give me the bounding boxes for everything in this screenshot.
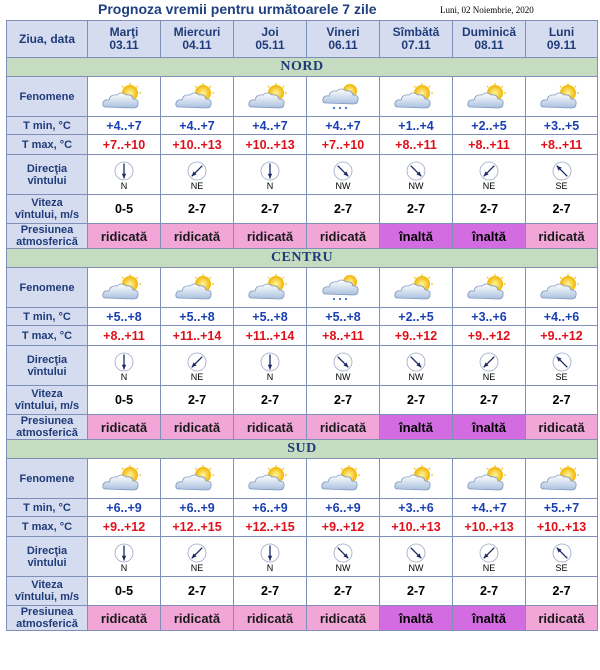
sun-cloud-icon — [307, 459, 380, 499]
wind-speed-value: 2-7 — [307, 577, 380, 606]
wind-dir-label-line1: Direcţia — [26, 544, 68, 557]
wind-speed-label-line1: Viteza — [31, 197, 63, 209]
wind-dir-value: NE — [190, 562, 204, 573]
tmin-value: +5..+8 — [307, 308, 380, 326]
wind-dir-label-line1: Direcţia — [26, 162, 68, 175]
forecast-table — [6, 20, 598, 631]
wind-dir-value: N — [266, 371, 274, 382]
pressure-value: ridicată — [307, 415, 380, 440]
tmax-value: +10..+13 — [161, 135, 234, 155]
compass-arrow-icon — [88, 543, 160, 563]
wind-dir-value: SE — [555, 180, 568, 191]
day-name: Duminică — [461, 25, 516, 39]
day-header — [380, 21, 453, 58]
day-date: 07.11 — [401, 38, 431, 52]
wind-speed-value: 2-7 — [161, 577, 234, 606]
wind-direction — [234, 155, 307, 195]
tmin-row — [7, 117, 598, 135]
snow-cloud-icon — [307, 77, 380, 117]
compass-arrow-icon — [161, 161, 233, 181]
tmin-value: +3..+5 — [526, 117, 598, 135]
wind-speed-label-line2: vîntului, m/s — [14, 209, 80, 221]
pressure-value: ridicată — [88, 606, 161, 631]
tmin-value: +1..+4 — [380, 117, 453, 135]
day-header — [161, 21, 234, 58]
compass-arrow-icon — [307, 161, 379, 181]
compass-arrow-icon — [307, 352, 379, 372]
wind-speed-label — [7, 386, 88, 415]
wind-direction — [380, 537, 453, 577]
sun-cloud-icon — [161, 77, 234, 117]
region-name: NORD — [7, 58, 598, 77]
wind-dir-label — [7, 537, 88, 577]
phenomena-row — [7, 268, 598, 308]
region-row — [7, 440, 598, 459]
day-header — [307, 21, 380, 58]
pressure-label — [7, 224, 88, 249]
sun-cloud-icon — [453, 459, 526, 499]
day-date: 05.11 — [255, 38, 285, 52]
compass-arrow-icon — [526, 543, 597, 563]
tmin-value: +4..+6 — [526, 308, 598, 326]
wind-dir-value: N — [120, 371, 128, 382]
tmax-label: T max, °C — [7, 517, 88, 537]
tmin-value: +4..+7 — [88, 117, 161, 135]
wind-speed-row — [7, 195, 598, 224]
tmax-value: +11..+14 — [161, 326, 234, 346]
compass-arrow-icon — [453, 352, 525, 372]
wind-direction — [234, 537, 307, 577]
wind-speed-label-line1: Viteza — [31, 579, 63, 591]
day-name: Luni — [548, 25, 575, 39]
pressure-label-line2: atmosferică — [16, 236, 78, 248]
tmax-value: +12..+15 — [161, 517, 234, 537]
tmin-value: +4..+7 — [453, 499, 526, 517]
tmin-value: +6..+9 — [88, 499, 161, 517]
tmin-label: T min, °C — [7, 117, 88, 135]
wind-speed-value: 2-7 — [161, 386, 234, 415]
pressure-row — [7, 224, 598, 249]
day-date: 04.11 — [182, 38, 212, 52]
region-row — [7, 58, 598, 77]
phenomena-row — [7, 459, 598, 499]
day-name: Vineri — [326, 25, 360, 39]
wind-speed-value: 2-7 — [307, 195, 380, 224]
pressure-label-line1: Presiunea — [20, 606, 74, 618]
compass-arrow-icon — [88, 161, 160, 181]
tmax-value: +9..+12 — [88, 517, 161, 537]
tmax-value: +8..+11 — [307, 326, 380, 346]
tmin-row — [7, 308, 598, 326]
wind-dir-value: SE — [555, 371, 568, 382]
sun-cloud-icon — [380, 459, 453, 499]
wind-direction — [307, 537, 380, 577]
sun-cloud-icon — [161, 459, 234, 499]
pressure-value: ridicată — [234, 415, 307, 440]
tmin-value: +5..+7 — [526, 499, 598, 517]
compass-arrow-icon — [380, 543, 452, 563]
wind-direction — [307, 346, 380, 386]
wind-dir-value: NW — [335, 180, 351, 191]
pressure-label-line1: Presiunea — [20, 224, 74, 236]
wind-speed-label — [7, 577, 88, 606]
pressure-label-line2: atmosferică — [16, 618, 78, 630]
tmin-value: +4..+7 — [234, 117, 307, 135]
wind-speed-value: 0-5 — [88, 195, 161, 224]
day-date: 06.11 — [328, 38, 358, 52]
tmax-row — [7, 326, 598, 346]
sun-cloud-icon — [526, 268, 598, 308]
wind-dir-value: NE — [482, 371, 496, 382]
wind-dir-value: NE — [482, 562, 496, 573]
wind-direction — [88, 155, 161, 195]
tmax-value: +12..+15 — [234, 517, 307, 537]
tmax-value: +10..+13 — [526, 517, 598, 537]
wind-speed-label-line1: Viteza — [31, 388, 63, 400]
wind-speed-value: 0-5 — [88, 386, 161, 415]
wind-direction — [453, 155, 526, 195]
tmin-value: +6..+9 — [234, 499, 307, 517]
wind-speed-value: 2-7 — [526, 577, 598, 606]
wind-direction — [380, 155, 453, 195]
compass-arrow-icon — [526, 161, 597, 181]
sun-cloud-icon — [453, 268, 526, 308]
tmax-row — [7, 517, 598, 537]
wind-dir-value: N — [120, 562, 128, 573]
wind-direction — [453, 537, 526, 577]
tmax-value: +9..+12 — [380, 326, 453, 346]
phenomena-label: Fenomene — [7, 459, 88, 499]
pressure-value: ridicată — [161, 224, 234, 249]
pressure-value: ridicată — [307, 606, 380, 631]
tmax-value: +8..+11 — [526, 135, 598, 155]
snow-cloud-icon — [307, 268, 380, 308]
tmin-label: T min, °C — [7, 499, 88, 517]
sun-cloud-icon — [88, 77, 161, 117]
wind-speed-value: 2-7 — [234, 386, 307, 415]
day-header — [234, 21, 307, 58]
tmin-row — [7, 499, 598, 517]
wind-direction — [161, 346, 234, 386]
wind-direction — [453, 346, 526, 386]
compass-arrow-icon — [161, 352, 233, 372]
wind-speed-row — [7, 577, 598, 606]
pressure-label-line1: Presiunea — [20, 415, 74, 427]
wind-speed-value: 2-7 — [453, 195, 526, 224]
pressure-label — [7, 606, 88, 631]
sun-cloud-icon — [88, 268, 161, 308]
wind-speed-value: 2-7 — [453, 577, 526, 606]
wind-dir-label-line1: Direcţia — [26, 353, 68, 366]
pressure-value: înaltă — [380, 415, 453, 440]
wind-direction — [526, 346, 598, 386]
pressure-value: ridicată — [526, 415, 598, 440]
wind-direction — [88, 537, 161, 577]
wind-dir-label — [7, 346, 88, 386]
compass-arrow-icon — [453, 161, 525, 181]
pressure-value: ridicată — [161, 606, 234, 631]
tmin-value: +4..+7 — [307, 117, 380, 135]
pressure-row — [7, 415, 598, 440]
phenomena-label: Fenomene — [7, 268, 88, 308]
wind-direction — [380, 346, 453, 386]
region-name: CENTRU — [7, 249, 598, 268]
tmax-value: +8..+11 — [453, 135, 526, 155]
sun-cloud-icon — [161, 268, 234, 308]
day-date: 03.11 — [109, 38, 139, 52]
wind-speed-value: 0-5 — [88, 577, 161, 606]
day-header — [88, 21, 161, 58]
pressure-value: înaltă — [380, 606, 453, 631]
compass-arrow-icon — [234, 543, 306, 563]
wind-dir-row — [7, 537, 598, 577]
tmax-value: +8..+11 — [380, 135, 453, 155]
header-row — [7, 21, 598, 58]
compass-arrow-icon — [88, 352, 160, 372]
tmax-value: +9..+12 — [307, 517, 380, 537]
tmin-value: +6..+9 — [307, 499, 380, 517]
sun-cloud-icon — [526, 77, 598, 117]
compass-arrow-icon — [526, 352, 597, 372]
tmax-value: +7..+10 — [307, 135, 380, 155]
wind-dir-row — [7, 346, 598, 386]
sun-cloud-icon — [526, 459, 598, 499]
issue-date: Luni, 02 Noiembrie, 2020 — [440, 5, 534, 15]
wind-speed-value: 2-7 — [307, 386, 380, 415]
wind-speed-label-line2: vîntului, m/s — [14, 591, 80, 603]
wind-dir-value: NW — [408, 562, 424, 573]
wind-dir-value: NE — [482, 180, 496, 191]
wind-speed-row — [7, 386, 598, 415]
wind-speed-value: 2-7 — [453, 386, 526, 415]
compass-arrow-icon — [234, 161, 306, 181]
wind-direction — [161, 155, 234, 195]
day-name: Joi — [261, 25, 279, 39]
wind-direction — [88, 346, 161, 386]
tmax-value: +9..+12 — [526, 326, 598, 346]
sun-cloud-icon — [234, 77, 307, 117]
day-name: Marţi — [109, 25, 139, 39]
pressure-row — [7, 606, 598, 631]
pressure-value: înaltă — [380, 224, 453, 249]
wind-speed-value: 2-7 — [380, 577, 453, 606]
compass-arrow-icon — [380, 352, 452, 372]
tmin-label: T min, °C — [7, 308, 88, 326]
tmax-value: +11..+14 — [234, 326, 307, 346]
tmax-row — [7, 135, 598, 155]
pressure-value: ridicată — [234, 224, 307, 249]
wind-speed-value: 2-7 — [380, 386, 453, 415]
pressure-value: înaltă — [453, 415, 526, 440]
wind-dir-value: NW — [335, 371, 351, 382]
pressure-value: ridicată — [307, 224, 380, 249]
sun-cloud-icon — [234, 268, 307, 308]
pressure-value: ridicată — [234, 606, 307, 631]
tmax-value: +10..+13 — [380, 517, 453, 537]
wind-direction — [526, 155, 598, 195]
wind-dir-value: N — [120, 180, 128, 191]
wind-dir-label — [7, 155, 88, 195]
wind-speed-value: 2-7 — [234, 195, 307, 224]
pressure-value: înaltă — [453, 606, 526, 631]
tmin-value: +2..+5 — [380, 308, 453, 326]
day-name: Miercuri — [173, 25, 221, 39]
wind-dir-value: SE — [555, 562, 568, 573]
title-bar — [0, 0, 600, 20]
tmax-label: T max, °C — [7, 135, 88, 155]
wind-dir-label-line2: vîntului — [27, 365, 67, 378]
pressure-value: înaltă — [453, 224, 526, 249]
wind-direction — [526, 537, 598, 577]
pressure-value: ridicată — [526, 606, 598, 631]
pressure-label-line2: atmosferică — [16, 427, 78, 439]
tmax-value: +10..+13 — [453, 517, 526, 537]
wind-speed-value: 2-7 — [526, 386, 598, 415]
compass-arrow-icon — [453, 543, 525, 563]
wind-dir-value: NE — [190, 371, 204, 382]
sun-cloud-icon — [88, 459, 161, 499]
day-date: 08.11 — [474, 38, 504, 52]
day-header — [526, 21, 598, 58]
phenomena-label: Fenomene — [7, 77, 88, 117]
tmin-value: +5..+8 — [234, 308, 307, 326]
wind-speed-value: 2-7 — [526, 195, 598, 224]
compass-arrow-icon — [307, 543, 379, 563]
sun-cloud-icon — [234, 459, 307, 499]
compass-arrow-icon — [161, 543, 233, 563]
phenomena-row — [7, 77, 598, 117]
wind-direction — [307, 155, 380, 195]
wind-speed-value: 2-7 — [234, 577, 307, 606]
region-row — [7, 249, 598, 268]
tmin-value: +5..+8 — [88, 308, 161, 326]
wind-speed-value: 2-7 — [161, 195, 234, 224]
tmin-value: +5..+8 — [161, 308, 234, 326]
tmin-value: +4..+7 — [161, 117, 234, 135]
wind-speed-label — [7, 195, 88, 224]
tmax-value: +9..+12 — [453, 326, 526, 346]
tmax-value: +7..+10 — [88, 135, 161, 155]
sun-cloud-icon — [453, 77, 526, 117]
wind-dir-value: N — [266, 562, 274, 573]
day-name: Sîmbătă — [392, 25, 440, 39]
page-title: Prognoza vremii pentru următoarele 7 zile — [98, 1, 377, 17]
wind-speed-label-line2: vîntului, m/s — [14, 400, 80, 412]
sun-cloud-icon — [380, 268, 453, 308]
wind-dir-value: NE — [190, 180, 204, 191]
wind-direction — [234, 346, 307, 386]
header-label: Ziua, data — [7, 21, 88, 58]
wind-speed-value: 2-7 — [380, 195, 453, 224]
wind-dir-label-line2: vîntului — [27, 174, 67, 187]
day-header — [453, 21, 526, 58]
wind-dir-label-line2: vîntului — [27, 556, 67, 569]
wind-direction — [161, 537, 234, 577]
tmax-value: +8..+11 — [88, 326, 161, 346]
day-date: 09.11 — [546, 38, 577, 52]
wind-dir-value: NW — [408, 180, 424, 191]
compass-arrow-icon — [380, 161, 452, 181]
sun-cloud-icon — [380, 77, 453, 117]
wind-dir-row — [7, 155, 598, 195]
wind-dir-value: N — [266, 180, 274, 191]
pressure-value: ridicată — [526, 224, 598, 249]
region-name: SUD — [7, 440, 598, 459]
tmax-label: T max, °C — [7, 326, 88, 346]
wind-dir-value: NW — [335, 562, 351, 573]
tmin-value: +6..+9 — [161, 499, 234, 517]
pressure-value: ridicată — [161, 415, 234, 440]
wind-dir-value: NW — [408, 371, 424, 382]
pressure-label — [7, 415, 88, 440]
tmin-value: +3..+6 — [453, 308, 526, 326]
tmin-value: +3..+6 — [380, 499, 453, 517]
compass-arrow-icon — [234, 352, 306, 372]
tmin-value: +2..+5 — [453, 117, 526, 135]
pressure-value: ridicată — [88, 224, 161, 249]
tmax-value: +10..+13 — [234, 135, 307, 155]
pressure-value: ridicată — [88, 415, 161, 440]
